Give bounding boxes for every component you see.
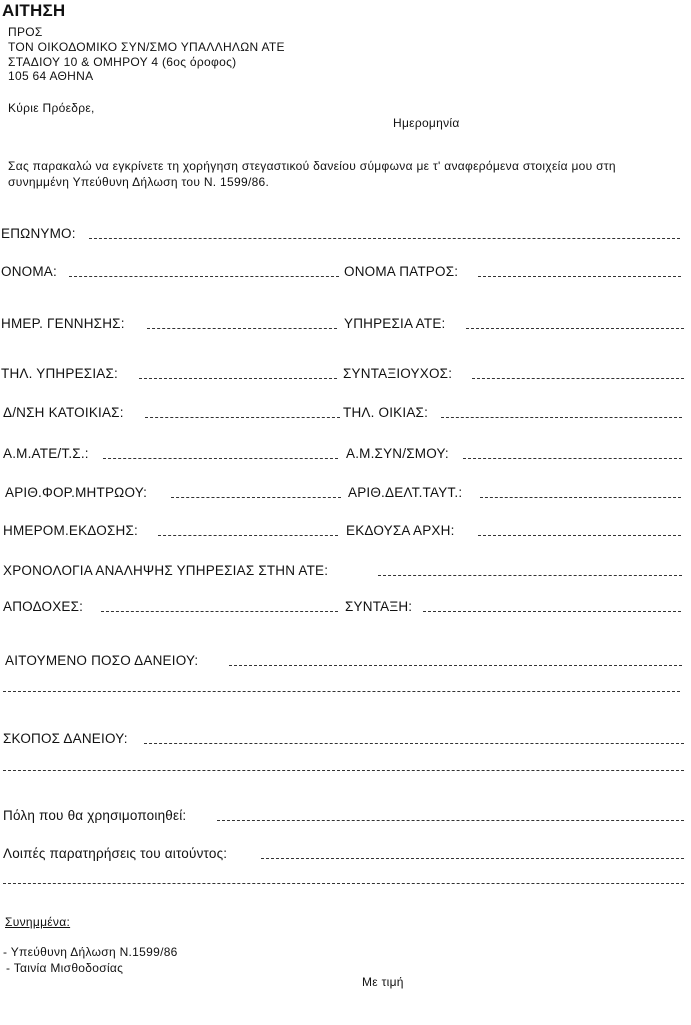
- birth-date-label: ΗΜΕΡ. ΓΕΝΝΗΣΗΣ:: [1, 316, 125, 331]
- issue-date-line[interactable]: [158, 535, 338, 536]
- recipient-line-2: ΤΟΝ ΟΙΚΟΔΟΜΙΚΟ ΣΥΝ/ΣΜΟ ΥΠΑΛΛΗΛΩΝ ΑΤΕ: [8, 40, 285, 54]
- loan-purpose-label: ΣΚΟΠΟΣ ΔΑΝΕΙΟΥ:: [3, 731, 128, 746]
- city-label: Πόλη που θα χρησιμοποιηθεί:: [3, 808, 187, 823]
- service-label: ΥΠΗΡΕΣΙΑ ΑΤΕ:: [344, 316, 446, 331]
- recipient-line-3: ΣΤΑΔΙΟΥ 10 & ΟΜΗΡΟΥ 4 (6ος όροφος): [8, 55, 237, 69]
- recipient-line-4: 105 64 ΑΘΗΝΑ: [8, 69, 94, 83]
- issuing-authority-label: ΕΚΔΟΥΣΑ ΑΡΧΗ:: [346, 523, 455, 538]
- service-phone-line[interactable]: [139, 378, 337, 379]
- surname-label: ΕΠΩΝΥΜΟ:: [1, 226, 76, 241]
- attachment-item-1: - Υπεύθυνη Δήλωση Ν.1599/86: [3, 945, 178, 959]
- father-name-line[interactable]: [478, 276, 681, 277]
- salary-line[interactable]: [101, 611, 338, 612]
- loan-purpose-line[interactable]: [144, 743, 684, 744]
- home-phone-line[interactable]: [441, 417, 682, 418]
- attachments-heading: Συνημμένα:: [5, 915, 71, 929]
- am-ate-line[interactable]: [103, 458, 338, 459]
- birth-date-line[interactable]: [147, 328, 337, 329]
- service-line[interactable]: [466, 328, 684, 329]
- closing: Με τιμή: [362, 975, 404, 989]
- pension-label: ΣΥΝΤΑΞΗ:: [345, 599, 413, 614]
- home-phone-label: ΤΗΛ. ΟΙΚΙΑΣ:: [343, 405, 429, 420]
- retired-label: ΣΥΝΤΑΞΙΟΥΧΟΣ:: [343, 366, 453, 381]
- salutation: Κύριε Πρόεδρε,: [8, 101, 95, 115]
- loan-purpose-line-2[interactable]: [3, 770, 684, 771]
- remarks-line-2[interactable]: [3, 883, 684, 884]
- am-coop-line[interactable]: [463, 458, 682, 459]
- service-phone-label: ΤΗΛ. ΥΠΗΡΕΣΙΑΣ:: [1, 366, 118, 381]
- salary-label: ΑΠΟΔΟΧΕΣ:: [3, 599, 84, 614]
- recipient-line-1: ΠΡΟΣ: [8, 25, 43, 39]
- service-start-label: ΧΡΟΝΟΛΟΓΙΑ ΑΝΑΛΗΨΗΣ ΥΠΗΡΕΣΙΑΣ ΣΤΗΝ ΑΤΕ:: [3, 563, 329, 578]
- issue-date-label: ΗΜΕΡΟΜ.ΕΚΔΟΣΗΣ:: [3, 523, 138, 538]
- id-number-line[interactable]: [480, 497, 681, 498]
- loan-amount-label: ΑΙΤΟΥΜΕΝΟ ΠΟΣΟ ΔΑΝΕΙΟΥ:: [5, 653, 199, 668]
- issuing-authority-line[interactable]: [478, 535, 681, 536]
- home-address-label: Δ/ΝΣΗ ΚΑΤΟΙΚΙΑΣ:: [3, 405, 124, 420]
- date-label: Ημερομηνία: [393, 116, 460, 130]
- father-name-label: ΟΝΟΜΑ ΠΑΤΡΟΣ:: [344, 264, 459, 279]
- service-start-line[interactable]: [378, 575, 682, 576]
- loan-amount-line[interactable]: [229, 665, 682, 666]
- attachment-item-2: - Ταινία Μισθοδοσίας: [6, 961, 124, 975]
- intro-line-1: Σας παρακαλώ να εγκρίνετε τη χορήγηση στεγαστικού δανείου σύμφωνα με τ' αναφερόμενα στοιχεία μου στη: [8, 159, 616, 173]
- intro-line-2: συνημμένη Υπεύθυνη Δήλωση του Ν. 1599/86.: [8, 175, 270, 189]
- tax-reg-line[interactable]: [171, 497, 341, 498]
- document-title: ΑΙΤΗΣΗ: [2, 1, 66, 20]
- remarks-label: Λοιπές παρατηρήσεις του αιτούντος:: [3, 846, 228, 861]
- tax-reg-label: ΑΡΙΘ.ΦΟΡ.ΜΗΤΡΩΟΥ:: [5, 485, 148, 500]
- pension-line[interactable]: [423, 611, 681, 612]
- name-line[interactable]: [69, 276, 339, 277]
- name-label: ΟΝΟΜΑ:: [1, 264, 57, 279]
- loan-amount-line-2[interactable]: [3, 691, 680, 692]
- am-coop-label: Α.Μ.ΣΥΝ/ΣΜΟΥ:: [346, 446, 449, 461]
- home-address-line[interactable]: [145, 417, 340, 418]
- city-line[interactable]: [217, 820, 684, 821]
- id-number-label: ΑΡΙΘ.ΔΕΛΤ.ΤΑΥΤ.:: [348, 485, 463, 500]
- retired-line[interactable]: [472, 378, 684, 379]
- remarks-line[interactable]: [261, 858, 684, 859]
- surname-line[interactable]: [89, 238, 680, 239]
- am-ate-label: Α.Μ.ΑΤΕ/Τ.Σ.:: [3, 446, 89, 461]
